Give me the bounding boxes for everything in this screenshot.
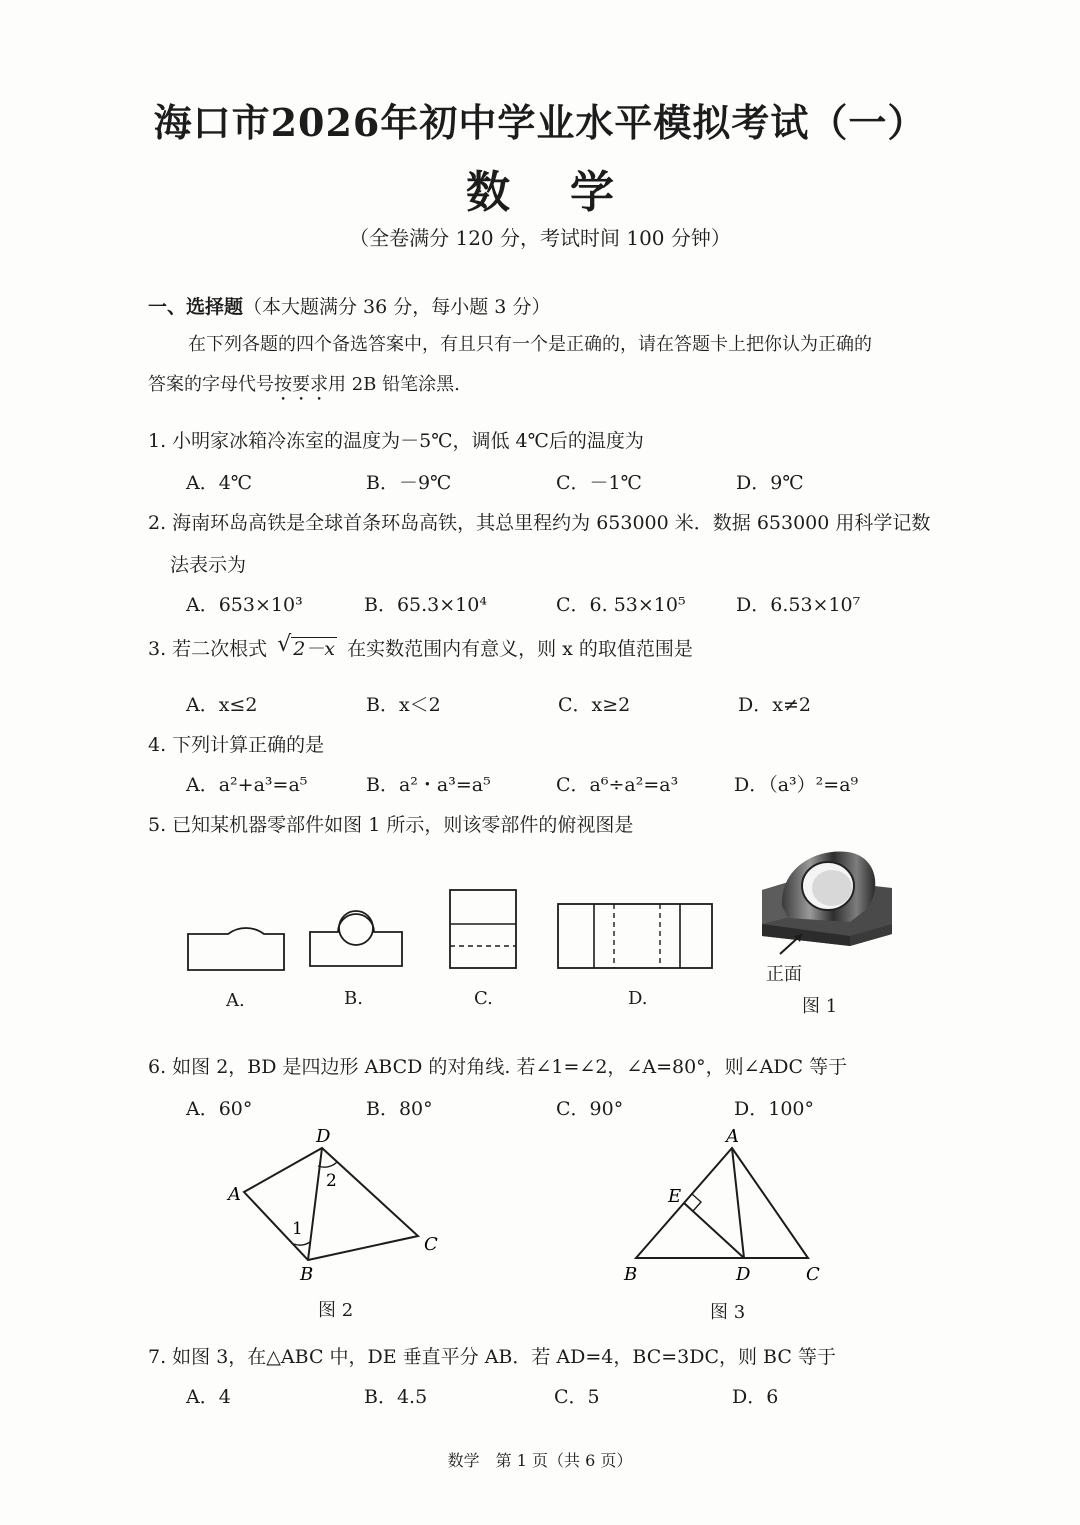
q5-view-a <box>186 904 286 974</box>
figure-1-caption: 图 1 <box>802 996 838 1017</box>
q1-option-b: B．－9℃ <box>366 472 452 494</box>
q4-option-c: C．a⁶÷a²=a³ <box>556 774 679 796</box>
q3-option-c: C．x≥2 <box>558 694 631 716</box>
fig3-label-e: E <box>668 1186 682 1207</box>
fig2-label-b: B <box>300 1264 314 1285</box>
figure-2-quadrilateral <box>220 1120 460 1290</box>
section-title: 一、选择题 <box>148 296 244 318</box>
exam-title: 海口市2026年初中学业水平模拟考试（一） <box>153 100 927 145</box>
q7-option-d: D．6 <box>732 1386 779 1408</box>
q4-option-d: D．（a³）²=a⁹ <box>734 774 859 796</box>
q2-stem-line-2: 法表示为 <box>170 554 247 576</box>
machine-part-image <box>758 846 898 962</box>
section-heading <box>148 292 550 319</box>
fig2-angle-1: 1 <box>292 1219 303 1239</box>
q6-option-a: A．60° <box>186 1098 253 1120</box>
q2-stem: 2. 海南环岛高铁是全球首条环岛高铁，其总里程约为 653000 米．数据 653000 用科学记数 <box>148 512 931 534</box>
q7-option-b: B．4.5 <box>364 1386 428 1408</box>
q3-option-a: A．x≤2 <box>186 694 258 716</box>
page-footer: 数学 第 1 页（共 6 页） <box>447 1451 633 1470</box>
q3-option-d: D．x≠2 <box>738 694 811 716</box>
q5-option-d: D. <box>628 988 648 1009</box>
fig2-label-d: D <box>316 1126 331 1147</box>
figure-3-triangle <box>618 1124 838 1290</box>
instruction-line-1: 在下列各题的四个备选答案中，有且只有一个是正确的，请在答题卡上把你认为正确的 <box>188 334 872 355</box>
fig2-label-c: C <box>424 1234 438 1255</box>
fig2-angle-2: 2 <box>326 1171 337 1191</box>
q5-option-b: B. <box>344 988 363 1009</box>
q2-option-c: C．6. 53×10⁵ <box>556 594 686 616</box>
q4-option-a: A．a²+a³=a⁵ <box>186 774 308 796</box>
q2-option-a: A．653×10³ <box>186 594 303 616</box>
q7-stem: 7. 如图 3，在△ABC 中，DE 垂直平分 AB．若 AD=4，BC=3DC，则 BC 等于 <box>148 1346 836 1368</box>
q7-option-c: C．5 <box>554 1386 600 1408</box>
q3-stem <box>148 634 693 661</box>
q4-stem: 4. 下列计算正确的是 <box>148 734 325 756</box>
q5-option-c: C. <box>474 988 493 1009</box>
fig2-label-a: A <box>228 1184 241 1205</box>
q6-stem: 6. 如图 2，BD 是四边形 ABCD 的对角线. 若∠1=∠2，∠A=80°，则∠ADC 等于 <box>148 1056 848 1078</box>
figure-3-caption: 图 3 <box>710 1302 746 1323</box>
q5-option-a: A. <box>226 990 245 1011</box>
q5-view-d <box>556 902 716 972</box>
fig3-label-b: B <box>624 1264 638 1285</box>
sqrt-radical <box>277 634 337 661</box>
q2-option-b: B．65.3×10⁴ <box>364 594 487 616</box>
instruction-pre: 答案的字母代号 <box>148 374 274 395</box>
instruction-line-2 <box>148 370 460 405</box>
q4-option-b: B．a²・a³=a⁵ <box>366 774 491 796</box>
q3-stem-post: 在实数范围内有意义，则 x 的取值范围是 <box>347 638 693 660</box>
section-note: （本大题满分 36 分，每小题 3 分） <box>243 296 551 318</box>
q7-option-a: A．4 <box>186 1386 231 1408</box>
q1-stem: 1. 小明家冰箱冷冻室的温度为－5℃，调低 4℃后的温度为 <box>148 430 644 452</box>
figure-2-caption: 图 2 <box>318 1300 354 1321</box>
fig3-label-c: C <box>806 1264 820 1285</box>
q3-option-b: B．x＜2 <box>366 694 441 716</box>
q1-option-d: D．9℃ <box>736 472 804 494</box>
subject-title: 数学 <box>466 167 674 218</box>
q6-option-d: D．100° <box>734 1098 814 1120</box>
q5-view-c <box>448 888 520 972</box>
sqrt-radicand: 2－x <box>293 638 336 660</box>
q3-stem-pre: 3. 若二次根式 <box>148 638 268 660</box>
q6-option-b: B．80° <box>366 1098 433 1120</box>
sqrt-symbol: √ <box>277 632 292 657</box>
front-label: 正面 <box>766 964 802 985</box>
q5-stem: 5. 已知某机器零部件如图 1 所示，则该零部件的俯视图是 <box>148 814 634 836</box>
instruction-emphasis: 按要求 <box>274 374 328 395</box>
q5-view-b <box>308 904 404 970</box>
q6-option-c: C．90° <box>556 1098 624 1120</box>
q1-option-c: C．－1℃ <box>556 472 642 494</box>
q2-option-d: D．6.53×10⁷ <box>736 594 861 616</box>
fig3-label-a: A <box>726 1126 739 1147</box>
instruction-post: 用 2B 铅笔涂黑. <box>328 374 460 395</box>
fig3-label-d: D <box>736 1264 751 1285</box>
q1-option-a: A．4℃ <box>186 472 253 494</box>
exam-info: （全卷满分 120 分，考试时间 100 分钟） <box>349 226 731 250</box>
